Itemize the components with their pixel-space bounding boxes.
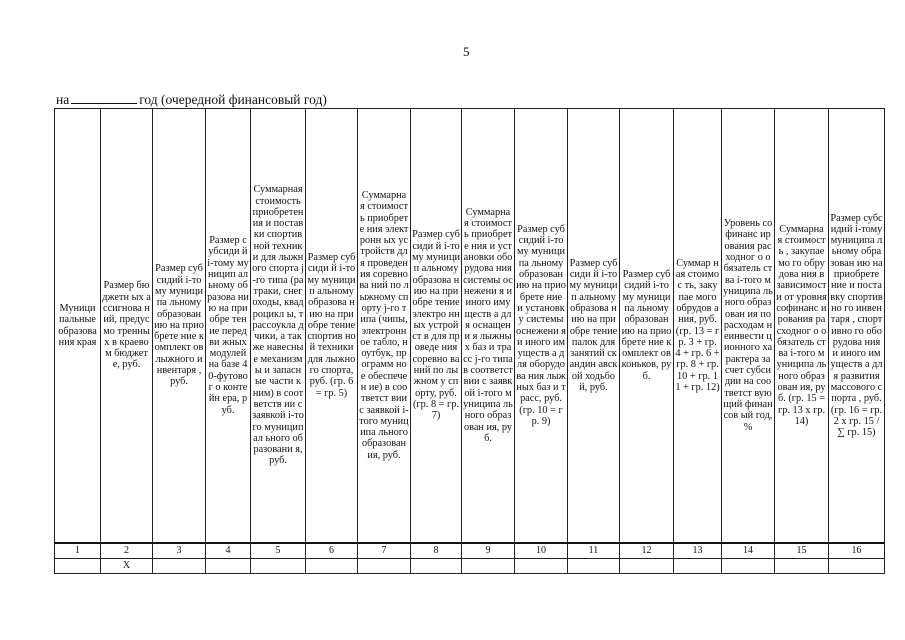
data-cell [358, 559, 411, 574]
header-cell: Размер субсидий i-тому муниципа льному образован ию на приобрете ние комплект ов лыжного инвентаря , руб. [153, 109, 206, 544]
data-cell [411, 559, 462, 574]
data-cell [153, 559, 206, 574]
header-cell: Размер субсидий i-тому муниципа льному образован ию на приобрете ние и установку системы оснежени я и иного имуществ а для оборудова ния лыжных баз и трасс, руб. (гр. 10 = гр. 9) [515, 109, 568, 544]
column-number: 8 [411, 543, 462, 559]
data-cell [306, 559, 358, 574]
data-row [55, 559, 885, 574]
column-number: 10 [515, 543, 568, 559]
header-row [55, 109, 885, 544]
subsidy-table [54, 108, 885, 574]
column-number: 3 [153, 543, 206, 559]
column-number: 13 [674, 543, 722, 559]
column-number: 12 [620, 543, 674, 559]
data-cell [515, 559, 568, 574]
column-number: 6 [306, 543, 358, 559]
header-cell: Размер субсиди й i-тому муницип альному образова нию на приобре тение электро нных устройст в для проведе ния соревно ваний по лыжном у спорту, руб. (гр. 8 = гр. 7) [411, 109, 462, 544]
column-number: 1 [55, 543, 101, 559]
table-caption [56, 92, 327, 108]
header-cell: Размер субсидий i-тому муниципа льному образован ию на приобрете ние и поставку спортивно го инвентаря , спортивно го оборудова ния и иного имуществ а для развития массового спорта , руб. (гр. 16 = гр. 2 х гр. 15 / ∑ гр. 15) [829, 109, 885, 544]
data-cell [568, 559, 620, 574]
column-number: 4 [206, 543, 251, 559]
header-cell: Муници пальные образова ния края [55, 109, 101, 544]
data-cell [251, 559, 306, 574]
data-cell [722, 559, 775, 574]
header-cell: Размер субсиди й i-тому муницип альному образова нию на приобре тение палок для занятий скандин авской ходьбой, руб. [568, 109, 620, 544]
header-cell: Суммарна я стоимость , закупаемо го обрудова ния в зависимост и от уровня софинанс ирования расходног о обязатель ства i-того муниципа льного образован ия, руб. (гр. 15 = гр. 13 х гр. 14) [775, 109, 829, 544]
page-number: 5 [463, 44, 470, 59]
year-blank-line [71, 92, 137, 104]
data-cell: Х [101, 559, 153, 574]
data-cell [829, 559, 885, 574]
column-number: 15 [775, 543, 829, 559]
caption-prefix: на [56, 92, 70, 107]
header-cell: Размер субсидий i-тому муниципа льному образован ию на приобрете ние комплект ов коньков, руб. [620, 109, 674, 544]
header-cell: Суммар ная стоимос ть, закупае мого обрудов ания, руб. (гр. 13 = гр. 3 + гр. 4 + гр. 6 + гр. 8 + гр. 10 + гр. 11 + гр. 12) [674, 109, 722, 544]
column-number-row [55, 543, 885, 559]
data-cell [55, 559, 101, 574]
column-number: 9 [462, 543, 515, 559]
column-number: 14 [722, 543, 775, 559]
header-cell: Суммарна я стоимость приобрете ния и установки оборудова ния системы оснежени я и иного имуществ а для оснащени я лыжных баз и трасс j-го типа в соответст вии с заявкой i-того муниципа льного образован ия, руб. [462, 109, 515, 544]
header-cell: Суммарна я стоимость приобрете ния электронн ых устройств для проведен ия соревнова ний по лыжному спорту j-го типа (чипы, электронн ое табло, ноутбук, программ ное обеспечен ие) в соответст вии с заявкой i-того муниципа льного образован ия, руб. [358, 109, 411, 544]
header-cell: Размер субсиди й i-тому муницип альному образова нию на приобре тение спортив ной техники для лыжного спорта, руб. (гр. 6 = гр. 5) [306, 109, 358, 544]
data-cell [462, 559, 515, 574]
data-cell [206, 559, 251, 574]
column-number: 5 [251, 543, 306, 559]
header-cell: Размер субсиди й i-тому муницип альному образова нию на приобре тение передви жных модулей на базе 40-футовог о контейн ера, руб. [206, 109, 251, 544]
data-cell [620, 559, 674, 574]
header-cell: Уровень софинанс ирования расходног о обязатель ства i-того муниципа льного образован ия по расходам неинвести ционного характера за счет субсидии на соответст вующий финансов ый год, % [722, 109, 775, 544]
column-number: 16 [829, 543, 885, 559]
header-cell: Суммарная стоимость приобретен ия и поставки спортивной техники для лыжного спорта j-го типа (ратраки, снегоходы, квадроцикл ы, трассоукла дчики, а также навесные механизмы и запасные части к ним) в соответств ии с заявкой i-того муниципал ьного образовани я, руб. [251, 109, 306, 544]
header-cell: Размер бюджетн ых ассигнова ний, предусмо тренных в краевом бюджете, руб. [101, 109, 153, 544]
column-number: 2 [101, 543, 153, 559]
caption-suffix: год (очередной финансовый год) [139, 92, 327, 107]
column-number: 11 [568, 543, 620, 559]
data-cell [775, 559, 829, 574]
column-number: 7 [358, 543, 411, 559]
data-cell [674, 559, 722, 574]
